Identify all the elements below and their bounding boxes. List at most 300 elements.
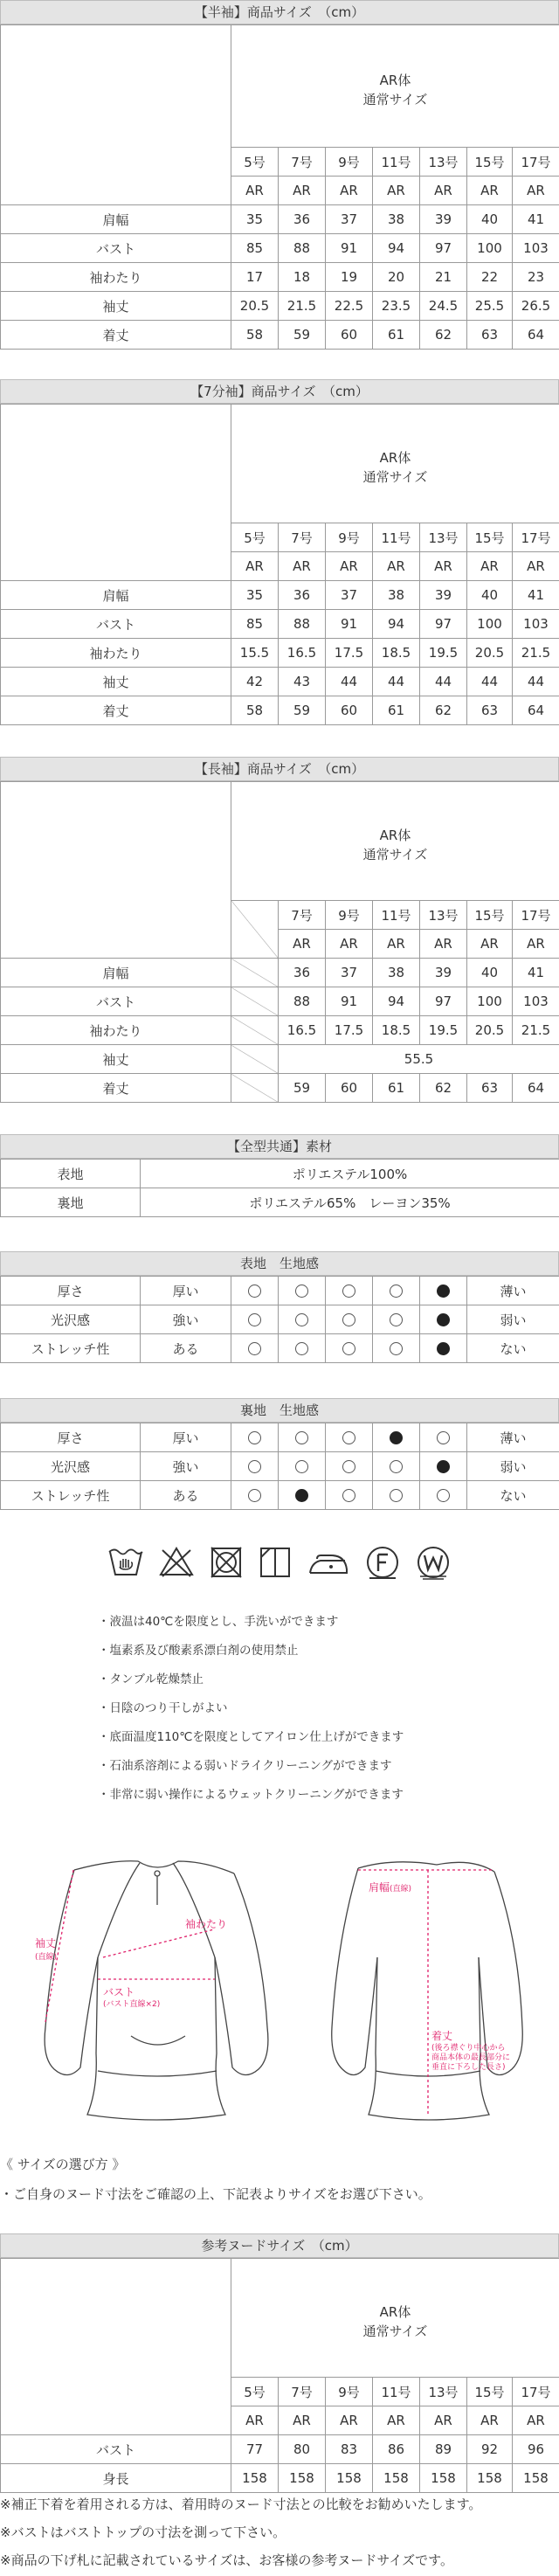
size-value-cell: 88 xyxy=(279,987,326,1016)
diagram-sleeve-length-label: 袖丈 xyxy=(35,1937,57,1949)
ar-header-cell: AR xyxy=(373,930,420,959)
feel-row xyxy=(1,1481,559,1510)
size-header-cell: 11号 xyxy=(373,2378,420,2406)
feel-left-label: 強い xyxy=(141,1305,231,1334)
feel-right-label: 薄い xyxy=(467,1423,559,1452)
size-value-cell: 62 xyxy=(420,321,467,350)
table-row xyxy=(1,2435,559,2464)
size-value-cell: 103 xyxy=(513,234,559,263)
feel-scale-cell xyxy=(279,1334,326,1363)
ar-header-cell: AR xyxy=(420,552,467,581)
size-value-cell: 15.5 xyxy=(231,639,279,668)
corner-cell xyxy=(1,405,231,581)
feel-left-label: 強い xyxy=(141,1452,231,1481)
care-note: ・底面温度110℃を限度としてアイロン仕上げができます xyxy=(98,1730,404,1744)
size-header-cell: 13号 xyxy=(420,523,467,552)
ar-header-cell: AR xyxy=(420,177,467,205)
guide-text: ・ご自身のヌード寸法をご確認の上、下記表よりサイズをお選び下さい。 xyxy=(0,2186,431,2202)
ar-header-cell: AR xyxy=(373,552,420,581)
corner-cell xyxy=(1,782,231,959)
ar-header-cell: AR xyxy=(467,2406,513,2435)
feel-left-label: ある xyxy=(141,1334,231,1363)
size-value-cell: 44 xyxy=(513,668,559,696)
material-title: 【全型共通】素材 xyxy=(0,1134,559,1159)
table-row xyxy=(1,668,559,696)
size-value-cell: 38 xyxy=(373,581,420,610)
size-value-cell: 35 xyxy=(231,581,279,610)
size-header-cell: 15号 xyxy=(467,2378,513,2406)
selected-circle-icon xyxy=(437,1460,450,1473)
ar-header-cell: AR xyxy=(231,2406,279,2435)
empty-circle-icon xyxy=(342,1313,355,1326)
empty-circle-icon xyxy=(248,1489,261,1502)
size-value-cell: 26.5 xyxy=(513,292,559,321)
size-value-cell: 64 xyxy=(513,1074,559,1103)
feel-row xyxy=(1,1452,559,1481)
size-value-cell: 16.5 xyxy=(279,639,326,668)
size-header-cell: 17号 xyxy=(513,901,559,930)
empty-circle-icon xyxy=(342,1285,355,1298)
feel-scale-cell xyxy=(326,1452,373,1481)
feel-scale-cell xyxy=(420,1305,467,1334)
diagram-length-label: 着丈 xyxy=(431,2030,453,2042)
row-label: 肩幅 xyxy=(1,959,231,987)
diagram-shoulder-label: 肩幅 xyxy=(369,1881,390,1894)
empty-circle-icon xyxy=(295,1285,308,1298)
group-label: AR体 通常サイズ xyxy=(231,2259,559,2378)
long-sleeve-size-table xyxy=(0,781,559,1103)
feel-label: ストレッチ性 xyxy=(1,1334,141,1363)
no-bleach-icon xyxy=(158,1545,195,1580)
size-header-cell: 17号 xyxy=(513,523,559,552)
ar-header-cell: AR xyxy=(420,2406,467,2435)
size-value-cell: 85 xyxy=(231,610,279,639)
size-value-cell: 38 xyxy=(373,205,420,234)
nude-size-table xyxy=(0,2258,559,2493)
size-value-cell: 44 xyxy=(467,668,513,696)
feel-scale-cell xyxy=(279,1305,326,1334)
empty-circle-icon xyxy=(248,1342,261,1355)
size-value-cell: 80 xyxy=(279,2435,326,2464)
ar-header-cell: AR xyxy=(373,177,420,205)
ar-header-cell: AR xyxy=(467,930,513,959)
ar-header-cell: AR xyxy=(279,2406,326,2435)
feel-scale-cell xyxy=(231,1277,279,1305)
feel-scale-cell xyxy=(326,1423,373,1452)
size-value-cell: 97 xyxy=(420,987,467,1016)
ar-header-cell: AR xyxy=(231,177,279,205)
size-value-cell: 100 xyxy=(467,234,513,263)
table-row xyxy=(1,292,559,321)
empty-circle-icon xyxy=(342,1342,355,1355)
size-value-cell: 35 xyxy=(231,205,279,234)
size-value-cell: 59 xyxy=(279,1074,326,1103)
table-row xyxy=(1,1016,559,1045)
size-value-cell: 61 xyxy=(373,1074,420,1103)
empty-circle-icon xyxy=(248,1313,261,1326)
feel-row xyxy=(1,1423,559,1452)
size-header-cell: 9号 xyxy=(326,148,373,177)
size-value-cell: 64 xyxy=(513,696,559,725)
short-sleeve-size-table xyxy=(0,24,559,350)
row-label: バスト xyxy=(1,234,231,263)
size-header-cell: 7号 xyxy=(279,901,326,930)
feel-scale-cell xyxy=(231,1305,279,1334)
garment-diagram-svg xyxy=(0,1835,559,2141)
size-value-cell: 60 xyxy=(326,1074,373,1103)
ar-header-cell: AR xyxy=(326,552,373,581)
corner-cell xyxy=(1,25,231,205)
ar-header-cell: AR xyxy=(467,552,513,581)
size-header-cell: 15号 xyxy=(467,148,513,177)
row-label: 袖丈 xyxy=(1,292,231,321)
material-section xyxy=(0,1134,559,1217)
empty-size-cell xyxy=(231,987,279,1016)
size-header-cell: 15号 xyxy=(467,523,513,552)
size-value-cell: 89 xyxy=(420,2435,467,2464)
material-value: ポリエステル100% xyxy=(141,1160,559,1188)
size-value-cell: 23 xyxy=(513,263,559,292)
empty-circle-icon xyxy=(437,1431,450,1444)
lining-feel-table xyxy=(0,1423,559,1510)
size-guide xyxy=(0,2150,559,2209)
row-label: バスト xyxy=(1,2435,231,2464)
size-value-cell: 20.5 xyxy=(231,292,279,321)
feel-scale-cell xyxy=(279,1481,326,1510)
empty-circle-icon xyxy=(295,1460,308,1473)
size-value-cell: 41 xyxy=(513,959,559,987)
size-value-cell: 39 xyxy=(420,581,467,610)
material-row xyxy=(1,1160,559,1188)
care-note: ・タンブル乾燥禁止 xyxy=(98,1672,204,1686)
table-row xyxy=(1,610,559,639)
care-icons-row xyxy=(0,1541,559,1583)
size-header-cell: 5号 xyxy=(231,523,279,552)
table-row xyxy=(1,987,559,1016)
feel-scale-cell xyxy=(279,1423,326,1452)
lining-fabric-feel-section xyxy=(0,1398,559,1510)
size-header-cell: 7号 xyxy=(279,2378,326,2406)
size-value-cell: 37 xyxy=(326,959,373,987)
size-header-cell: 5号 xyxy=(231,148,279,177)
feel-right-label: ない xyxy=(467,1481,559,1510)
feel-scale-cell xyxy=(326,1481,373,1510)
row-label: 着丈 xyxy=(1,1074,231,1103)
feel-scale-cell xyxy=(420,1277,467,1305)
size-value-cell: 18.5 xyxy=(373,1016,420,1045)
size-value-cell: 36 xyxy=(279,205,326,234)
measurement-diagram xyxy=(0,1835,559,2141)
ar-header-cell: AR xyxy=(279,930,326,959)
ar-header-cell: AR xyxy=(326,177,373,205)
size-value-cell: 88 xyxy=(279,234,326,263)
care-note: ・非常に弱い操作によるウェットクリーニングができます xyxy=(98,1788,404,1802)
dry-clean-f-icon xyxy=(364,1544,401,1581)
feel-scale-cell xyxy=(279,1277,326,1305)
size-value-cell: 37 xyxy=(326,581,373,610)
size-value-cell: 100 xyxy=(467,987,513,1016)
size-value-cell: 21 xyxy=(420,263,467,292)
care-note: ・日陰のつり干しがよい xyxy=(98,1701,228,1715)
feel-scale-cell xyxy=(373,1277,420,1305)
feel-right-label: 薄い xyxy=(467,1277,559,1305)
table-row xyxy=(1,2464,559,2493)
size-value-cell: 40 xyxy=(467,205,513,234)
merged-value-cell: 55.5 xyxy=(279,1045,559,1074)
row-label: 袖わたり xyxy=(1,639,231,668)
size-header-cell: 9号 xyxy=(326,901,373,930)
corner-cell xyxy=(1,2259,231,2435)
diagram-length-note: (後ろ襟ぐり中心から商品本体の最長部分に垂直に下ろした長さ) xyxy=(431,2044,511,2072)
size-value-cell: 158 xyxy=(279,2464,326,2493)
diagram-bust-label: バスト xyxy=(103,1986,135,1998)
size-value-cell: 97 xyxy=(420,234,467,263)
size-value-cell: 40 xyxy=(467,959,513,987)
feel-right-label: 弱い xyxy=(467,1452,559,1481)
empty-circle-icon xyxy=(390,1313,403,1326)
ar-header-cell: AR xyxy=(231,552,279,581)
line-dry-shade-icon xyxy=(258,1545,293,1580)
feel-scale-cell xyxy=(279,1452,326,1481)
size-value-cell: 92 xyxy=(467,2435,513,2464)
material-value: ポリエステル65% レーヨン35% xyxy=(141,1188,559,1217)
care-note: ・石油系溶剤による弱いドライクリーニングができます xyxy=(98,1759,392,1773)
feel-scale-cell xyxy=(373,1481,420,1510)
empty-size-cell xyxy=(231,959,279,987)
ar-header-cell: AR xyxy=(513,930,559,959)
feel-scale-cell xyxy=(420,1423,467,1452)
size-value-cell: 59 xyxy=(279,696,326,725)
ar-header-cell: AR xyxy=(279,177,326,205)
row-label: バスト xyxy=(1,987,231,1016)
size-value-cell: 38 xyxy=(373,959,420,987)
size-value-cell: 62 xyxy=(420,696,467,725)
ar-header-cell: AR xyxy=(513,2406,559,2435)
size-value-cell: 86 xyxy=(373,2435,420,2464)
table-row xyxy=(1,234,559,263)
size-value-cell: 44 xyxy=(326,668,373,696)
size-value-cell: 17.5 xyxy=(326,639,373,668)
row-label: 袖丈 xyxy=(1,1045,231,1074)
size-value-cell: 100 xyxy=(467,610,513,639)
size-value-cell: 158 xyxy=(420,2464,467,2493)
size-value-cell: 25.5 xyxy=(467,292,513,321)
svg-text:(バスト直線×2): (バスト直線×2) xyxy=(103,2000,161,2009)
row-label: バスト xyxy=(1,610,231,639)
size-value-cell: 42 xyxy=(231,668,279,696)
size-value-cell: 94 xyxy=(373,610,420,639)
empty-size-cell xyxy=(231,1016,279,1045)
size-value-cell: 63 xyxy=(467,1074,513,1103)
empty-circle-icon xyxy=(390,1342,403,1355)
ar-header-cell: AR xyxy=(326,2406,373,2435)
size-value-cell: 41 xyxy=(513,581,559,610)
material-label: 裏地 xyxy=(1,1188,141,1217)
row-label: 袖丈 xyxy=(1,668,231,696)
size-value-cell: 18 xyxy=(279,263,326,292)
feel-scale-cell xyxy=(231,1423,279,1452)
outer-fabric-feel-section xyxy=(0,1251,559,1363)
table-row xyxy=(1,1045,559,1074)
size-value-cell: 16.5 xyxy=(279,1016,326,1045)
size-value-cell: 97 xyxy=(420,610,467,639)
size-value-cell: 77 xyxy=(231,2435,279,2464)
size-value-cell: 36 xyxy=(279,959,326,987)
feel-right-label: ない xyxy=(467,1334,559,1363)
size-value-cell: 58 xyxy=(231,321,279,350)
size-value-cell: 58 xyxy=(231,696,279,725)
size-value-cell: 88 xyxy=(279,610,326,639)
size-value-cell: 64 xyxy=(513,321,559,350)
iron-low-icon xyxy=(307,1545,350,1580)
row-label: 袖わたり xyxy=(1,263,231,292)
size-header-cell: 15号 xyxy=(467,901,513,930)
group-label: AR体 通常サイズ xyxy=(231,25,559,148)
feel-row xyxy=(1,1305,559,1334)
three-quarter-sleeve-size-section xyxy=(0,379,559,725)
feel-label: 光沢感 xyxy=(1,1452,141,1481)
material-table xyxy=(0,1159,559,1217)
empty-size-cell xyxy=(231,1045,279,1074)
feel-row xyxy=(1,1334,559,1363)
size-value-cell: 61 xyxy=(373,696,420,725)
footer-note: ※バストはバストトップの寸法を測って下さい。 xyxy=(0,2524,286,2540)
size-header-cell: 5号 xyxy=(231,2378,279,2406)
size-value-cell: 61 xyxy=(373,321,420,350)
table-row xyxy=(1,696,559,725)
size-value-cell: 91 xyxy=(326,987,373,1016)
size-value-cell: 94 xyxy=(373,234,420,263)
wash-40-hand-icon xyxy=(107,1545,144,1580)
feel-label: 厚さ xyxy=(1,1423,141,1452)
footer-note: ※補正下着を着用される方は、着用時のヌード寸法との比較をお勧めいたします。 xyxy=(0,2496,482,2512)
care-notes-list xyxy=(98,1608,552,1810)
table-row xyxy=(1,581,559,610)
feel-label: 光沢感 xyxy=(1,1305,141,1334)
care-note: ・塩素系及び酸素系漂白剤の使用禁止 xyxy=(98,1644,299,1658)
short-sleeve-size-section xyxy=(0,0,559,350)
svg-text:(直線): (直線) xyxy=(390,1885,412,1894)
size-header-cell: 17号 xyxy=(513,2378,559,2406)
size-value-cell: 21.5 xyxy=(279,292,326,321)
feel-scale-cell xyxy=(373,1452,420,1481)
three-quarter-sleeve-title: 【7分袖】商品サイズ （cm） xyxy=(0,379,559,404)
row-label: 着丈 xyxy=(1,696,231,725)
feel-scale-cell xyxy=(373,1334,420,1363)
group-label: AR体 通常サイズ xyxy=(231,782,559,901)
size-value-cell: 63 xyxy=(467,321,513,350)
size-value-cell: 19.5 xyxy=(420,1016,467,1045)
size-header-cell: 13号 xyxy=(420,148,467,177)
no-tumble-dry-icon xyxy=(209,1545,244,1580)
size-header-cell: 7号 xyxy=(279,523,326,552)
size-value-cell: 17.5 xyxy=(326,1016,373,1045)
ar-header-cell: AR xyxy=(513,552,559,581)
selected-circle-icon xyxy=(295,1489,308,1502)
size-value-cell: 44 xyxy=(420,668,467,696)
size-header-cell: 13号 xyxy=(420,2378,467,2406)
row-label: 肩幅 xyxy=(1,581,231,610)
size-value-cell: 91 xyxy=(326,610,373,639)
diagram-sleeve-width-label: 袖わたり xyxy=(185,1918,228,1930)
size-header-cell: 17号 xyxy=(513,148,559,177)
feel-scale-cell xyxy=(231,1452,279,1481)
size-value-cell: 39 xyxy=(420,205,467,234)
guide-title: 《 サイズの選び方 》 xyxy=(0,2157,126,2172)
feel-scale-cell xyxy=(420,1452,467,1481)
size-value-cell: 103 xyxy=(513,987,559,1016)
group-label: AR体 通常サイズ xyxy=(231,405,559,523)
feel-scale-cell xyxy=(373,1423,420,1452)
back-view xyxy=(332,1862,523,2120)
svg-text:(直線): (直線) xyxy=(35,1953,58,1962)
empty-circle-icon xyxy=(248,1431,261,1444)
feel-left-label: 厚い xyxy=(141,1423,231,1452)
ar-header-cell: AR xyxy=(373,2406,420,2435)
feel-scale-cell xyxy=(326,1305,373,1334)
size-header-cell: 11号 xyxy=(373,901,420,930)
selected-circle-icon xyxy=(437,1342,450,1355)
three-quarter-sleeve-size-table xyxy=(0,404,559,725)
size-value-cell: 21.5 xyxy=(513,1016,559,1045)
selected-circle-icon xyxy=(437,1285,450,1298)
size-value-cell: 59 xyxy=(279,321,326,350)
feel-scale-cell xyxy=(231,1481,279,1510)
size-value-cell: 83 xyxy=(326,2435,373,2464)
selected-circle-icon xyxy=(437,1313,450,1326)
size-value-cell: 158 xyxy=(513,2464,559,2493)
size-value-cell: 21.5 xyxy=(513,639,559,668)
selected-circle-icon xyxy=(390,1431,403,1444)
outer-feel-title: 表地 生地感 xyxy=(0,1251,559,1276)
size-value-cell: 85 xyxy=(231,234,279,263)
size-value-cell: 158 xyxy=(373,2464,420,2493)
outer-feel-table xyxy=(0,1276,559,1363)
size-value-cell: 20 xyxy=(373,263,420,292)
empty-size-cell xyxy=(231,901,279,959)
empty-circle-icon xyxy=(295,1313,308,1326)
size-value-cell: 103 xyxy=(513,610,559,639)
size-value-cell: 43 xyxy=(279,668,326,696)
empty-circle-icon xyxy=(248,1285,261,1298)
empty-size-cell xyxy=(231,1074,279,1103)
ar-header-cell: AR xyxy=(513,177,559,205)
size-value-cell: 18.5 xyxy=(373,639,420,668)
table-row xyxy=(1,321,559,350)
feel-label: 厚さ xyxy=(1,1277,141,1305)
size-value-cell: 20.5 xyxy=(467,639,513,668)
feel-scale-cell xyxy=(231,1334,279,1363)
empty-circle-icon xyxy=(295,1342,308,1355)
table-row xyxy=(1,639,559,668)
feel-right-label: 弱い xyxy=(467,1305,559,1334)
empty-circle-icon xyxy=(248,1460,261,1473)
size-header-cell: 11号 xyxy=(373,148,420,177)
size-value-cell: 60 xyxy=(326,321,373,350)
size-value-cell: 22.5 xyxy=(326,292,373,321)
size-value-cell: 40 xyxy=(467,581,513,610)
empty-circle-icon xyxy=(342,1431,355,1444)
table-row xyxy=(1,959,559,987)
short-sleeve-title: 【半袖】商品サイズ （cm） xyxy=(0,0,559,24)
feel-left-label: 厚い xyxy=(141,1277,231,1305)
size-header-cell: 13号 xyxy=(420,901,467,930)
size-value-cell: 94 xyxy=(373,987,420,1016)
wet-clean-w-icon xyxy=(415,1544,452,1581)
material-row xyxy=(1,1188,559,1217)
size-value-cell: 158 xyxy=(231,2464,279,2493)
size-value-cell: 23.5 xyxy=(373,292,420,321)
